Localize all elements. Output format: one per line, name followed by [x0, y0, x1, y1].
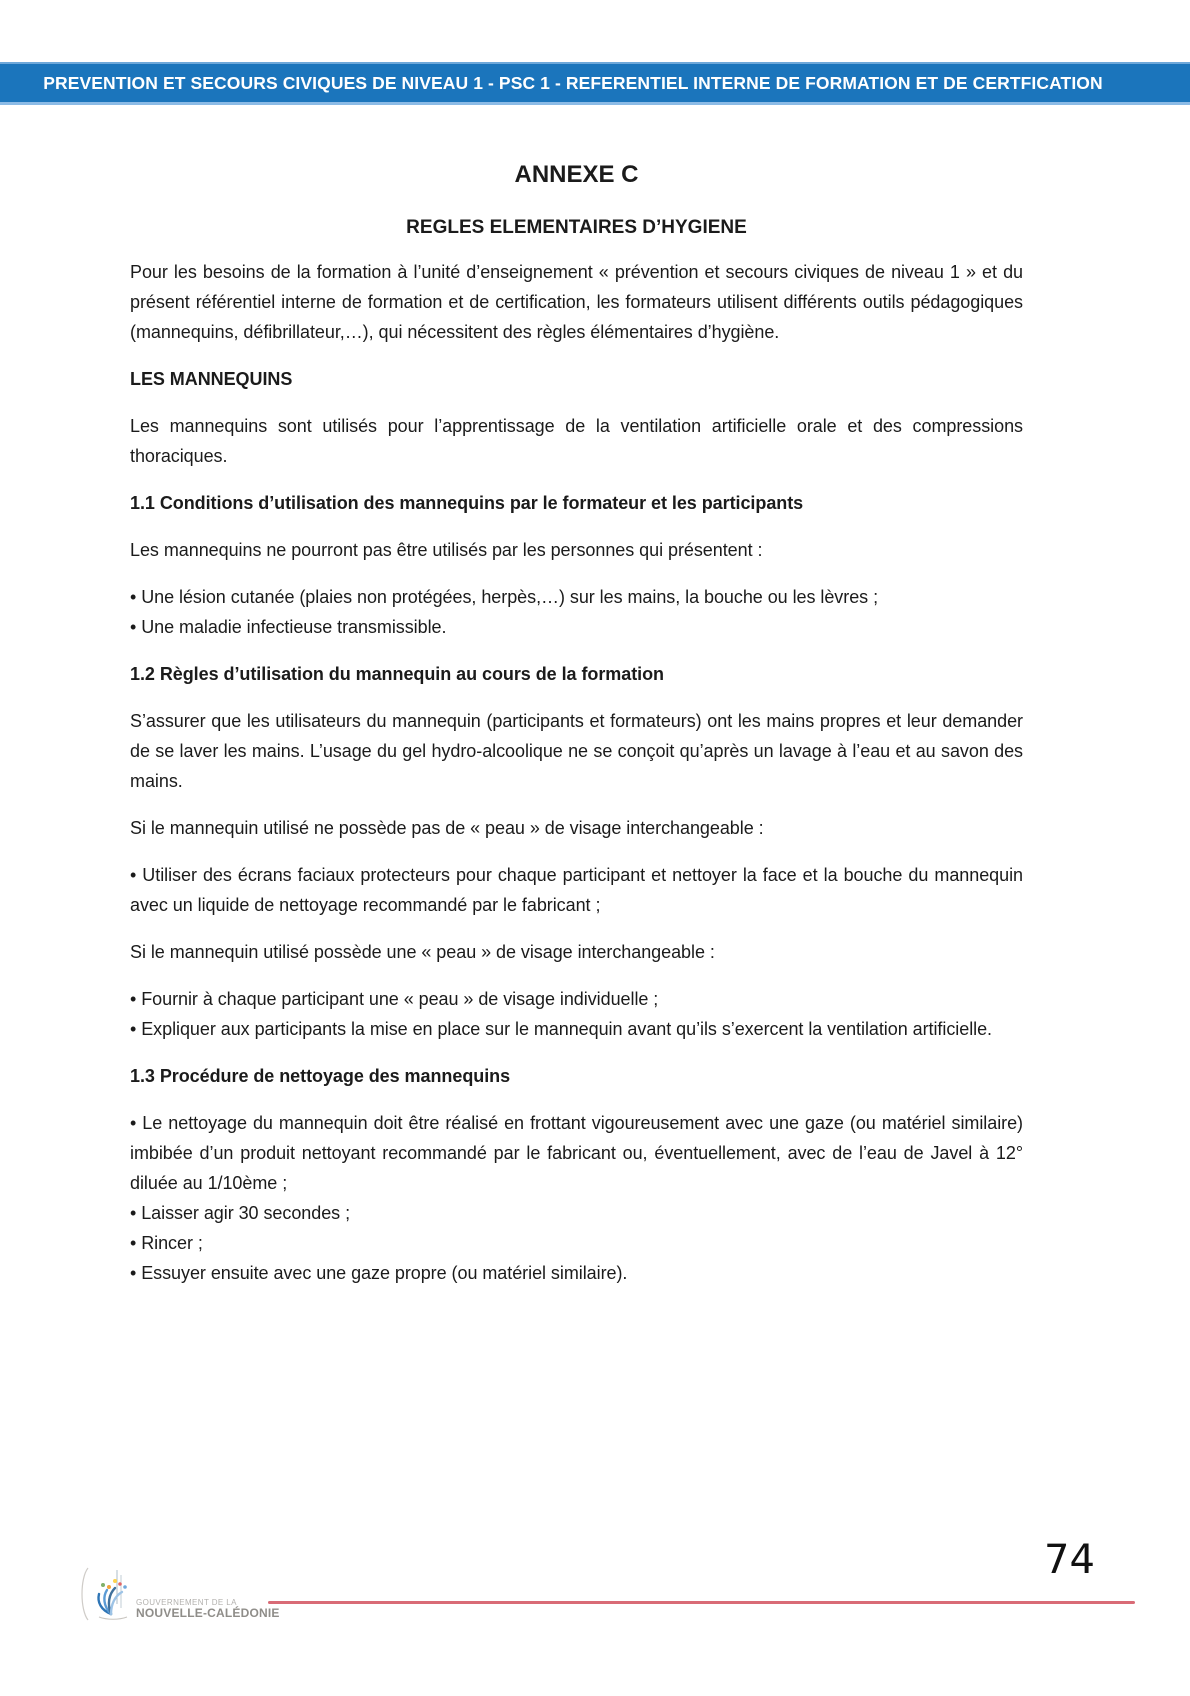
condition-paragraph: Si le mannequin utilisé possède une « peau » de visage interchangeable : [130, 942, 715, 962]
section-heading-1-3: 1.3 Procédure de nettoyage des mannequins [130, 1066, 511, 1086]
bullet-item: • Le nettoyage du mannequin doit être réalisé en frottant vigoureusement avec une gaze (ou matériel similaire) imbibée d’un produit nettoyant recommandé par le fabricant ou, éventuellement, avec de l’eau de Javel à 12° diluée au 1/10ème ; [130, 1113, 1023, 1193]
bullet-item: • Une maladie infectieuse transmissible. [130, 617, 447, 637]
footer-rule [268, 1601, 1135, 1604]
intro-paragraph: Pour les besoins de la formation à l’unité d’enseignement « prévention et secours civiques de niveau 1 » et du présent référentiel interne de formation et de certification, les formateurs utilisent différents outils pédagogiques (mannequins, défibrillateur,…), qui nécessitent des règles élémentaires d’hygiène. [130, 262, 1023, 342]
bullet-item: • Laisser agir 30 secondes ; [130, 1203, 351, 1223]
section-heading-mannequins: LES MANNEQUINS [130, 369, 293, 389]
header-title: PREVENTION ET SECOURS CIVIQUES DE NIVEAU 1 - PSC 1 - REFERENTIEL INTERNE DE FORMATION ET DE CERTFICATION [43, 72, 1103, 93]
document-content [130, 162, 1023, 1288]
section-paragraph: S’assurer que les utilisateurs du mannequin (participants et formateurs) ont les mains propres et leur demander de se laver les mains. L’usage du gel hydro-alcoolique ne se conçoit qu’après un lavage à l’eau et au savon des mains. [130, 711, 1023, 791]
logo-text [136, 1598, 280, 1627]
bullet-item: • Fournir à chaque participant une « peau » de visage individuelle ; [130, 989, 659, 1009]
section-heading-1-2: 1.2 Règles d’utilisation du mannequin au cours de la formation [130, 664, 664, 684]
logo-text-line1: GOUVERNEMENT DE LA [136, 1598, 237, 1607]
annexe-title: ANNEXE C [514, 161, 639, 188]
logo-text-line2: NOUVELLE-CALÉDONIE [136, 1606, 280, 1620]
bullet-item: • Essuyer ensuite avec une gaze propre (ou matériel similaire). [130, 1263, 628, 1283]
logo-arc-decoration [78, 1566, 90, 1627]
annexe-subtitle: REGLES ELEMENTAIRES D’HYGIENE [406, 217, 747, 238]
government-logo [78, 1566, 280, 1627]
nouvelle-caledonie-logo-icon [95, 1568, 131, 1627]
bullet-item: • Rincer ; [130, 1233, 203, 1253]
bullet-item: • Une lésion cutanée (plaies non protégées, herpès,…) sur les mains, la bouche ou les lèvres ; [130, 587, 879, 607]
section-paragraph: Les mannequins sont utilisés pour l’apprentissage de la ventilation artificielle orale et des compressions thoraciques. [130, 416, 1023, 466]
section-heading-1-1: 1.1 Conditions d’utilisation des mannequins par le formateur et les participants [130, 493, 804, 513]
lead-paragraph: Les mannequins ne pourront pas être utilisés par les personnes qui présentent : [130, 540, 763, 560]
condition-paragraph: Si le mannequin utilisé ne possède pas de « peau » de visage interchangeable : [130, 818, 764, 838]
page-number: 74 [1044, 1537, 1095, 1583]
header-bar [0, 62, 1190, 105]
document-page [0, 62, 1190, 1620]
bullet-item: • Expliquer aux participants la mise en place sur le mannequin avant qu’ils s’exercent la ventilation artificielle. [130, 1019, 993, 1039]
bullet-item: • Utiliser des écrans faciaux protecteurs pour chaque participant et nettoyer la face et la bouche du mannequin avec un liquide de nettoyage recommandé par le fabricant ; [130, 865, 1023, 915]
